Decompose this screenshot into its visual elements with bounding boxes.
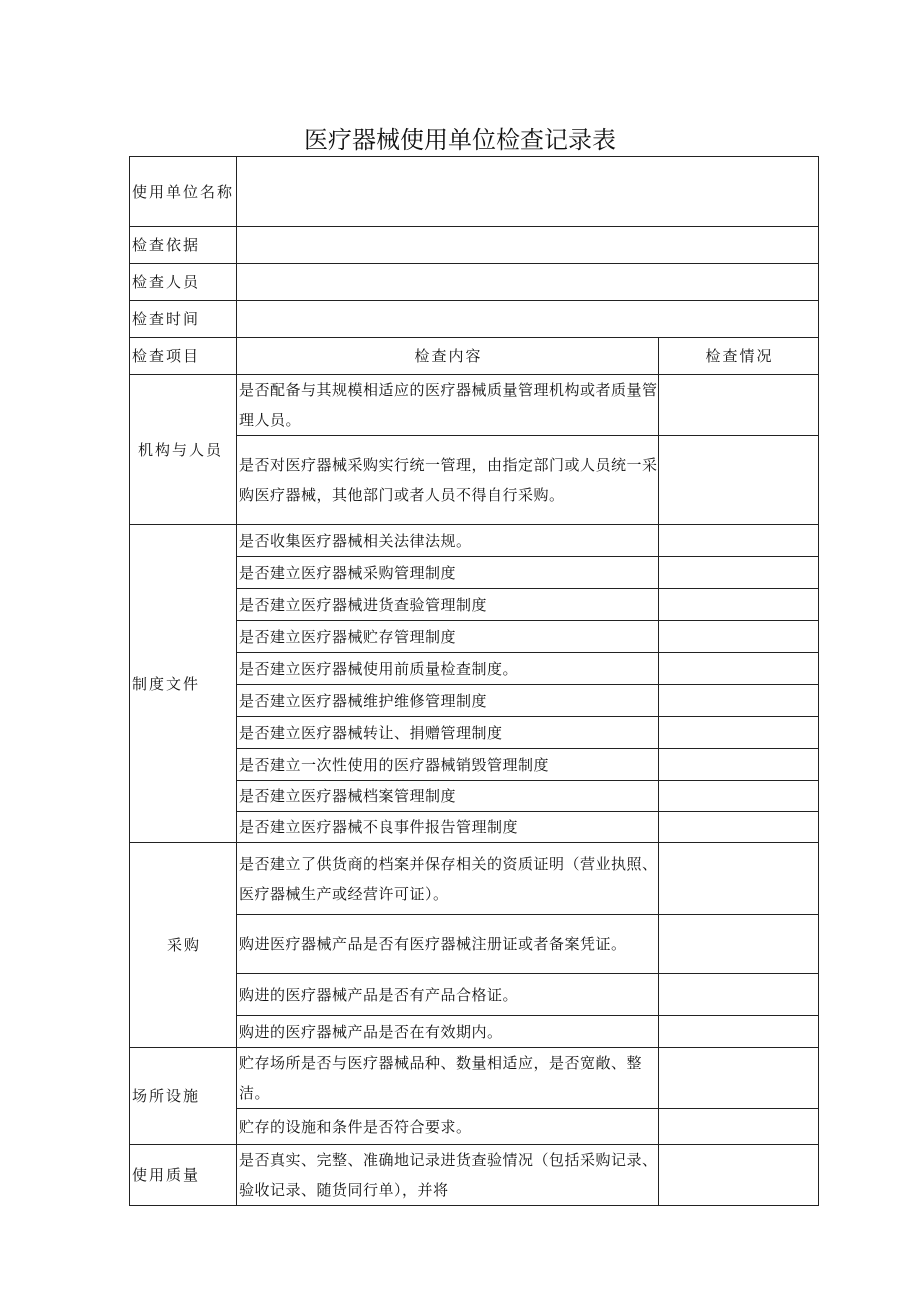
check-status[interactable] [659,843,819,915]
unit-name-label: 使用单位名称 [130,157,237,227]
check-status[interactable] [659,621,819,653]
table-row [130,1145,819,1206]
check-status[interactable] [659,589,819,621]
header-row-time [130,301,819,338]
check-status[interactable] [659,557,819,589]
header-row-unit-name [130,157,819,227]
check-item: 是否建立医疗器械维护维修管理制度 [237,685,659,717]
check-item: 是否建立医疗器械采购管理制度 [237,557,659,589]
check-status[interactable] [659,653,819,685]
check-item: 购进的医疗器械产品是否在有效期内。 [237,1016,659,1048]
inspection-record-table [129,156,819,1206]
check-status[interactable] [659,1145,819,1206]
check-status[interactable] [659,974,819,1016]
column-header-item: 检查项目 [130,338,237,375]
check-status[interactable] [659,525,819,557]
check-status[interactable] [659,375,819,436]
table-row [130,1048,819,1109]
inspectors-value[interactable] [237,264,819,301]
inspection-time-value[interactable] [237,301,819,338]
check-status[interactable] [659,436,819,525]
document-title: 医疗器械使用单位检查记录表 [304,126,616,154]
inspection-basis-label: 检查依据 [130,227,237,264]
inspection-basis-value[interactable] [237,227,819,264]
table-row [130,843,819,915]
check-item: 购进医疗器械产品是否有医疗器械注册证或者备案凭证。 [237,915,659,974]
check-item: 是否收集医疗器械相关法律法规。 [237,525,659,557]
section-name-procurement: 采购 [130,843,237,1048]
check-item: 是否建立医疗器械使用前质量检查制度。 [237,653,659,685]
table-row [130,525,819,557]
check-item: 是否配备与其规模相适应的医疗器械质量管理机构或者质量管理人员。 [237,375,659,436]
check-item: 是否建立了供货商的档案并保存相关的资质证明（营业执照、医疗器械生产或经营许可证）。 [237,843,659,915]
section-name-facilities: 场所设施 [130,1048,237,1145]
table-row [130,375,819,436]
section-name-docs: 制度文件 [130,525,237,843]
check-item: 是否建立一次性使用的医疗器械销毁管理制度 [237,749,659,781]
check-item: 是否建立医疗器械转让、捐赠管理制度 [237,717,659,749]
column-header-row [130,338,819,375]
column-header-content: 检查内容 [237,338,659,375]
check-status[interactable] [659,812,819,843]
check-item: 是否建立医疗器械进货查验管理制度 [237,589,659,621]
check-status[interactable] [659,1109,819,1145]
inspection-time-label: 检查时间 [130,301,237,338]
header-row-inspectors [130,264,819,301]
unit-name-value[interactable] [237,157,819,227]
section-name-quality: 使用质量 [130,1145,237,1206]
check-item: 是否建立医疗器械档案管理制度 [237,781,659,812]
header-row-basis [130,227,819,264]
check-item: 贮存场所是否与医疗器械品种、数量相适应，是否宽敞、整洁。 [237,1048,659,1109]
check-item: 是否建立医疗器械贮存管理制度 [237,621,659,653]
check-status[interactable] [659,717,819,749]
check-item: 是否对医疗器械采购实行统一管理，由指定部门或人员统一采购医疗器械，其他部门或者人员不得自行采购。 [237,436,659,525]
check-status[interactable] [659,781,819,812]
check-item: 是否建立医疗器械不良事件报告管理制度 [237,812,659,843]
check-status[interactable] [659,749,819,781]
check-item: 贮存的设施和条件是否符合要求。 [237,1109,659,1145]
check-status[interactable] [659,1048,819,1109]
check-item: 购进的医疗器械产品是否有产品合格证。 [237,974,659,1016]
check-item: 是否真实、完整、准确地记录进货查验情况（包括采购记录、验收记录、随货同行单），并将 [237,1145,659,1206]
inspectors-label: 检查人员 [130,264,237,301]
check-status[interactable] [659,1016,819,1048]
check-status[interactable] [659,685,819,717]
column-header-status: 检查情况 [659,338,819,375]
check-status[interactable] [659,915,819,974]
section-name-org: 机构与人员 [130,375,237,525]
